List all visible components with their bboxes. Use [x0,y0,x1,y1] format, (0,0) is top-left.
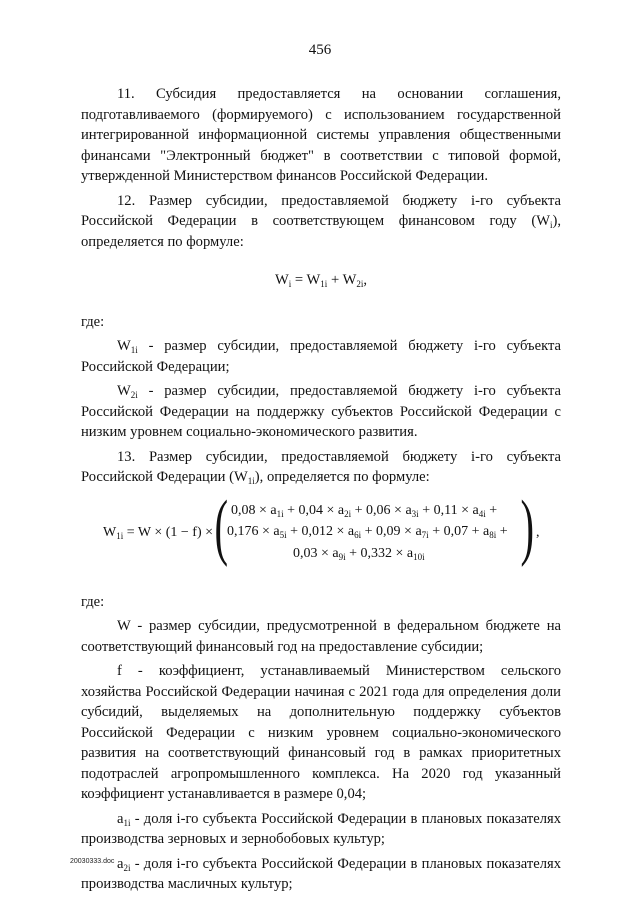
r2-s1: 5i [279,529,287,540]
paragraph-12-text: 12. Размер субсидии, предоставляемой бюджету i-го субъекта Российской Федерации в соответствующем финансовом году (W [81,192,561,229]
r1-t4: + 0,06 × a [351,502,412,518]
w1-sub: 1i [130,345,138,355]
where-label-2: где: [81,593,105,610]
paragraph-11: 11. Субсидия предоставляется на основании соглашения, подготавливаемого (формируемого) с использованием государственной интегрированной информационной системы управления общественными финансами "Электронный бюджет" в соответствии с типовой формой, утвержденной Министерством финансов Российской Федерации. [81,86,561,184]
r2-t6: + 0,07 + a [428,523,490,539]
formula1-lhs: W [274,272,289,288]
w2-symbol: W [117,383,131,399]
document-body [81,84,561,895]
formula2-comma: , [536,524,540,540]
formula2-lhs-sym: W [103,524,117,540]
definition-w1i [81,336,561,377]
a2-text: - доля i-го субъекта Российской Федерации в плановых показателях производства масличных культур; [81,855,561,892]
r3-s3: 10i [413,551,425,562]
left-parenthesis: ( [214,485,229,568]
formula-w-total [81,270,561,291]
r3-s1: 9i [338,551,346,562]
paragraph-12 [81,191,561,253]
r1-t6: + 0,11 × a [418,502,479,518]
r1-s5: 3i [411,508,419,519]
r2-s3: 6i [354,529,362,540]
paragraph-12-tail: ), определяется по формуле: [81,213,561,250]
formula2-eq: = W × (1 − f) × [123,524,214,540]
formula1-plus: + W [327,272,357,288]
page-number: 456 [308,42,332,58]
where-label-1: где: [81,313,105,330]
formula2-row-2 [227,522,508,543]
right-parenthesis: ) [520,485,535,568]
formula1-t1-sub: 1i [320,279,328,289]
r3-t2: + 0,332 × a [345,545,414,561]
formula1-end: , [363,272,368,288]
a1-text: - доля i-го субъекта Российской Федерации в плановых показателях производства зерновых и зернобобовых культур; [81,810,561,847]
r2-s7: 8i [489,529,497,540]
formula1-mid: = W [291,272,321,288]
formula2-row-1 [231,501,497,522]
r1-s7: 4i [478,508,486,519]
w1-symbol: W [117,338,131,354]
definition-f: f - коэффициент, устанавливаемый Министерством сельского хозяйства Российской Федерации начиная с 2021 года для определения доли субсидий, выделяемых на дополнительную поддержку субъектов Российской Федерации с низким уровнем социально-экономического развития на соответствующий финансовый год в рамках приоритетных подотраслей агропромышленного комплекса. На 2020 год указанный коэффициент устанавливается в размере 0,04; [81,663,561,802]
formula2-lhs-sub: 1i [116,530,124,541]
w2-text: - размер субсидии, предоставляемой бюджету i-го субъекта Российской Федерации на поддержку субъектов Российской Федерации с низким уровнем социально-экономического развития. [81,383,561,440]
formula1-t2-sub: 2i [356,279,364,289]
file-name-footer: 20030333.doc [70,858,115,865]
r1-t2: + 0,04 × a [283,502,345,518]
formula-w1i [81,485,561,568]
definition-a1i [81,809,561,850]
r2-s5: 7i [421,529,429,540]
paragraph-13-text: 13. Размер субсидии, предоставляемой бюджету i-го субъекта Российской Федерации (W [81,448,561,485]
a1-symbol: a [117,810,124,827]
r2-t8: + [496,523,508,539]
w1-text: - размер субсидии, предоставляемой бюджету i-го субъекта Российской Федерации; [81,338,561,375]
formula2-row-3 [293,544,425,565]
r2-t4: + 0,09 × a [361,523,422,539]
a2-symbol: a [117,855,124,872]
definition-w: W - размер субсидии, предусмотренной в федеральном бюджете на соответствующий финансовый год на предоставление субсидии; [81,618,561,655]
r3-t0: 0,03 × a [293,545,339,561]
formula1-lhs-sub: i [288,279,292,289]
paragraph-12-sub: i [549,220,553,230]
paragraph-13-tail: ), определяется по формуле: [254,469,430,485]
a2-sub: 2i [123,862,131,873]
formula2-lhs [103,523,213,544]
r1-s1: 1i [276,508,284,519]
w2-sub: 2i [130,390,138,400]
r2-t2: + 0,012 × a [286,523,355,539]
r2-t0: 0,176 × a [227,523,280,539]
paragraph-13 [81,447,561,488]
paragraph-13-sub: 1i [247,476,255,486]
r1-t0: 0,08 × a [231,502,277,518]
definition-a2i [81,854,561,895]
r1-s3: 2i [344,508,352,519]
definition-w2i [81,381,561,443]
a1-sub: 1i [123,817,131,828]
r1-t8: + [485,502,498,518]
